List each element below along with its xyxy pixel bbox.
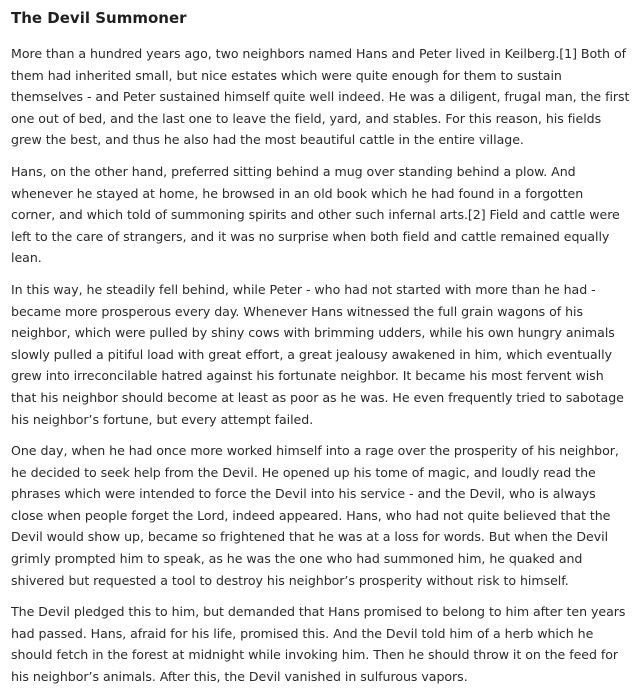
paragraph-3: In this way, he steadily fell behind, while Peter - who had not started with more than he had - became more prosperous every day. Whenever Hans witnessed the full grain wagons of his neighbor, which were pulled by shiny cows with brimming udders, while his own hungry animals slowly pulled a pitiful load with great effort, a great jealousy awakened in him, which eventually grew into irreconcilable hatred against his fortunate neighbor. It became his most fervent wish that his neighbor should become at least as poor as he was. He even frequently tried to sabotage his neighbor’s fortune, but every attempt failed.: [11, 281, 624, 427]
paragraph-5: The Devil pledged this to him, but demanded that Hans promised to belong to him after ten years had passed. Hans, afraid for his life, promised this. And the Devil told him of a herb which he should fetch in the forest at midnight while invoking him. Then he should throw it on the feed for his neighbor’s animals. After this, the Devil vanished in sulfurous vapors.: [11, 604, 626, 685]
paragraph-2: Hans, on the other hand, preferred sitting behind a mug over standing behind a plow. And whenever he stayed at home, he browsed in an old book which he had found in a forgotten corner, and which told of summoning spirits and other such infernal arts.[2] Field and cattle were left to the care of strangers, and it was no surprise when both field and cattle remained equally lean.: [11, 163, 620, 266]
paragraph-1: More than a hundred years ago, two neighbors named Hans and Peter lived in Keilberg.[1] Both of them had inherited small, but nice estates which were quite enough for them to sustain themselves - and Peter sustained himself quite well indeed. He was a diligent, frugal man, the first one out of bed, and the last one to leave the field, yard, and stables. For this reason, his fields grew the best, and thus he also had the most beautiful cattle in the entire village.: [11, 46, 630, 148]
paragraph-4: One day, when he had once more worked himself into a rage over the prosperity of his neighbor, he decided to seek help from the Devil. He opened up his tome of magic, and loudly read the phrases which were intended to force the Devil into his service - and the Devil, who is always close when people forget the Lord, indeed appeared. Hans, who had not quite believed that the Devil would show up, became so frightened that he was at a loss for words. But when the Devil grimly prompted him to speak, as he was the one who had summoned him, he quaked and shivered but requested a tool to destroy his neighbor’s prosperity without risk to himself.: [11, 443, 619, 588]
page-title: The Devil Summoner: [11, 9, 187, 27]
